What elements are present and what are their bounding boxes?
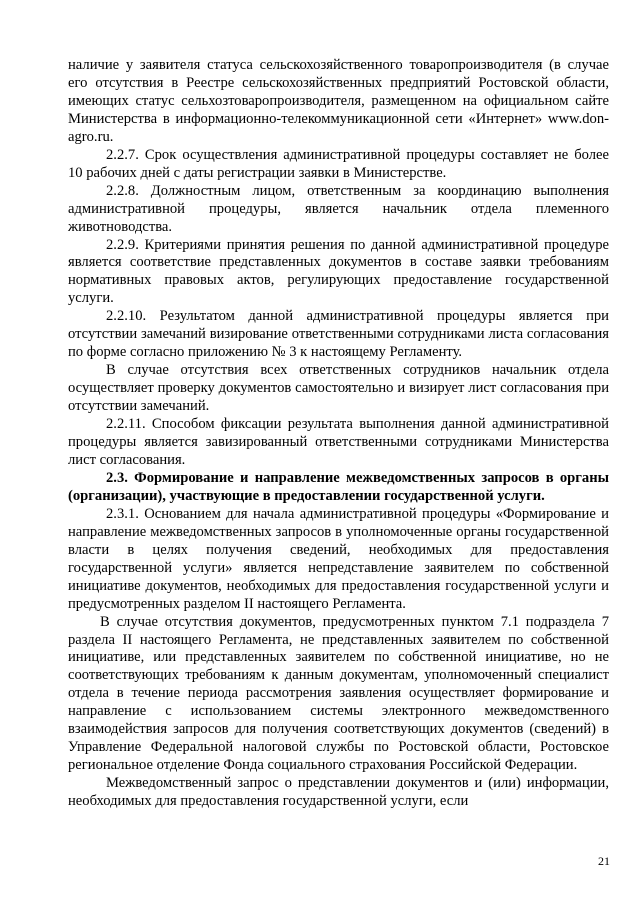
paragraph-interagency-request: Межведомственный запрос о представлении документов и (или) информации, необходимых для предоставления государственной услуги, если: [68, 775, 609, 810]
paragraph-missing-documents: В случае отсутствия документов, предусмотренных пунктом 7.1 подраздела 7 раздела II настоящего Регламента, не представленных заявителем по собственной инициативе, или представленных заявителем по собственной инициативе, но не соответствующих требованиям к данным документам, уполномоченный специалист отдела в течение периода рассмотрения заявления осуществляет формирование и направление с использованием системы электронного межведомственного взаимодействия запросов для получения соответствующих документов (сведений) в Управление Федеральной налоговой службы по Ростовской области, Ростовское региональное отделение Фонда социального страхования Российской Федерации.: [68, 613, 609, 774]
paragraph-no-staff: В случае отсутствия всех ответственных сотрудников начальник отдела осуществляет проверку документов самостоятельно и визирует лист согласования при отсутствии замечаний.: [68, 362, 609, 415]
paragraph-continuation: наличие у заявителя статуса сельскохозяйственного товаропроизводителя (в случае его отсутствия в Реестре сельскохозяйственных предприятий Ростовской области, имеющих статус сельхозтоваропроизводителя, размещенном на официальном сайте Министерства в информационно-телекоммуникационной сети «Интернет» www.don-agro.ru.: [68, 57, 609, 145]
page-number: 21: [598, 854, 610, 868]
paragraph-2-2-11: 2.2.11. Способом фиксации результата выполнения данной административной процедуры является завизированный ответственными сотрудниками Министерства лист согласования.: [68, 416, 609, 468]
paragraph-2-2-8: 2.2.8. Должностным лицом, ответственным за координацию выполнения административной процедуры, является начальник отдела племенного животноводства.: [68, 182, 609, 235]
section-heading-2-3: 2.3. Формирование и направление межведомственных запросов в органы (организации), участвующие в предоставлении государственной услуги.: [68, 469, 609, 504]
paragraph-2-2-9: 2.2.9. Критериями принятия решения по данной административной процедуре является соответствие представленных документов в составе заявки требованиям нормативных правовых актов, регулирующих предоставление государственной услуги.: [68, 236, 609, 307]
document-body: [68, 57, 609, 811]
paragraph-2-2-10: 2.2.10. Результатом данной административной процедуры является при отсутствии замечаний визирование ответственными сотрудниками листа согласования по форме согласно приложению № 3 к настоящему Регламенту.: [68, 308, 609, 361]
paragraph-2-3-1: 2.3.1. Основанием для начала административной процедуры «Формирование и направление межведомственных запросов в уполномоченные органы государственной власти в целях получения сведений, необходимых для предоставления государственной услуги» является непредставление заявителем по собственной инициативе документов, необходимых для предоставления государственной услуги и предусмотренных разделом II настоящего Регламента.: [68, 505, 609, 612]
paragraph-2-2-7: 2.2.7. Срок осуществления административной процедуры составляет не более 10 рабочих дней с даты регистрации заявки в Министерстве.: [68, 146, 609, 181]
